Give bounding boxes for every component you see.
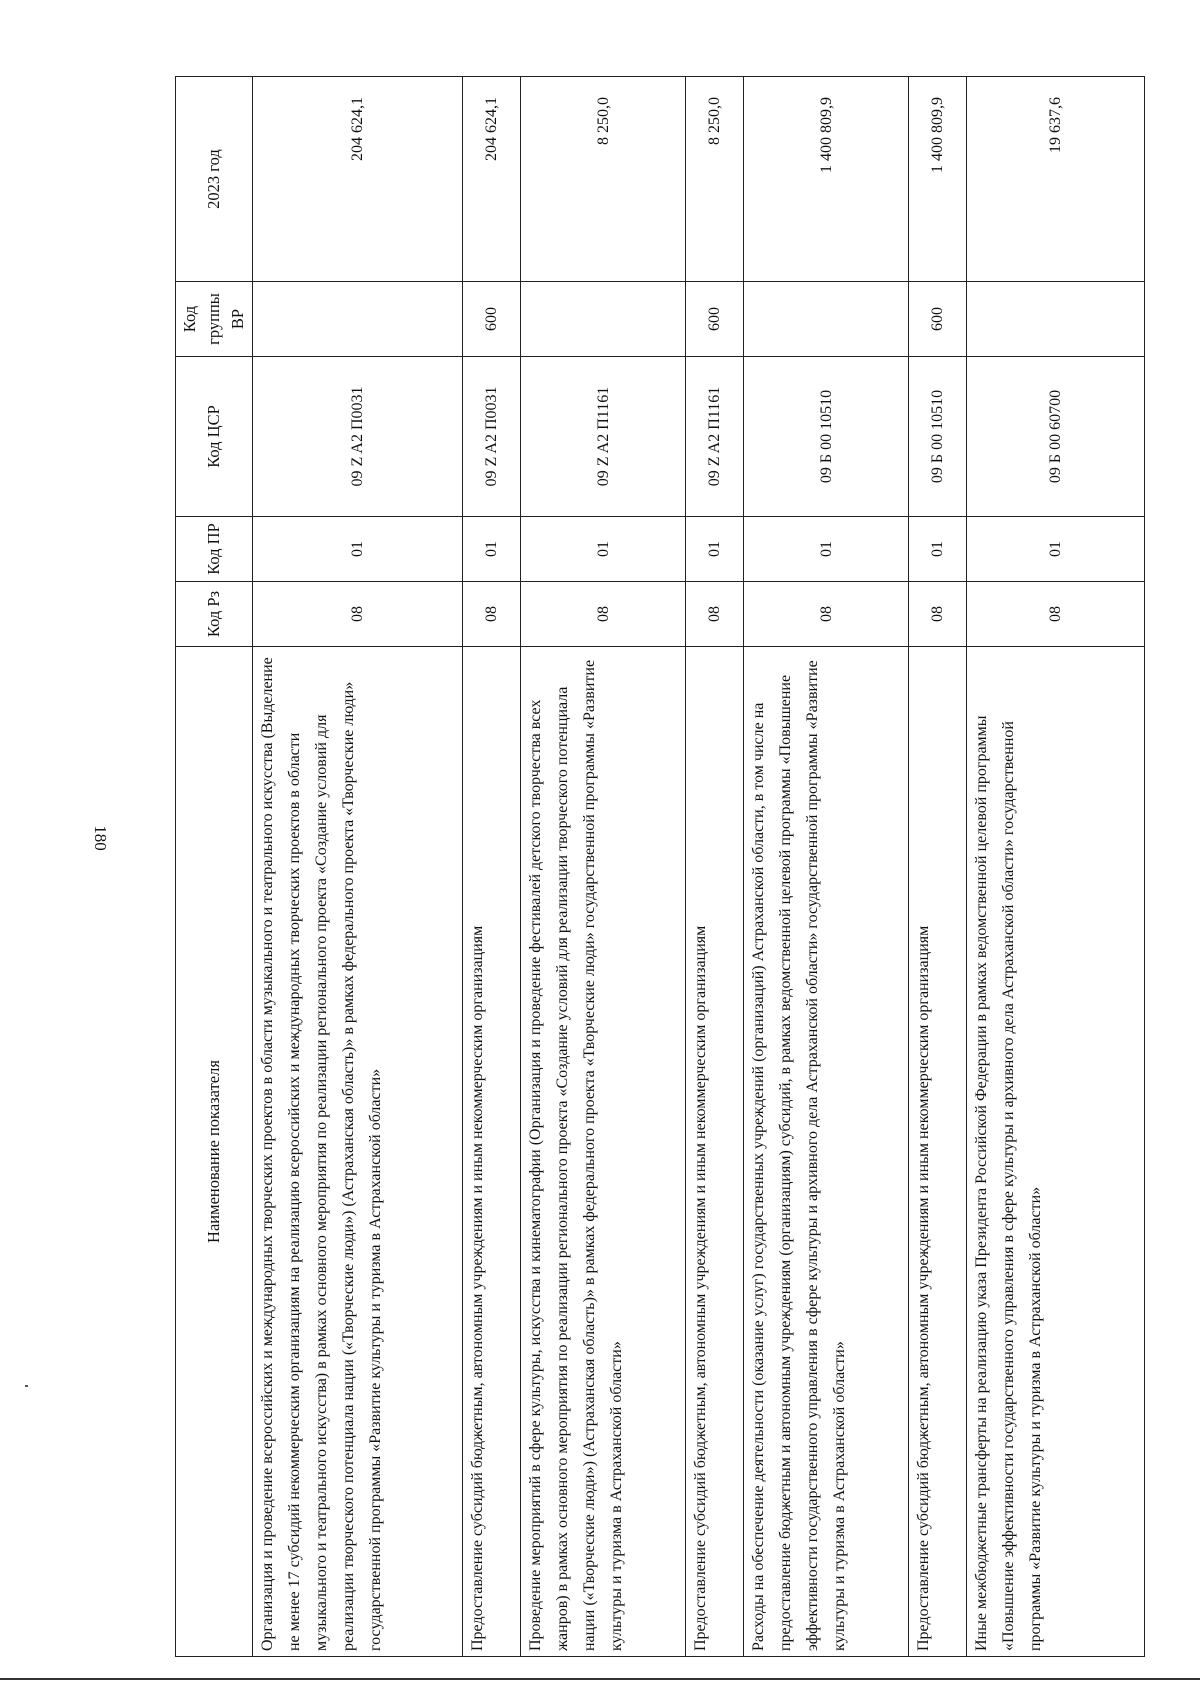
- row-amount: 8 250,0: [686, 77, 744, 282]
- row-name: Предоставление субсидий бюджетным, автономным учреждениям и иным некоммерческим организациям: [686, 647, 744, 1657]
- budget-table: [175, 76, 1145, 1657]
- header-csr: Код ЦСР: [176, 357, 253, 517]
- row-pr: 01: [686, 517, 744, 582]
- row-vr: 600: [686, 282, 744, 357]
- scan-speck: [25, 1385, 28, 1387]
- header-vr: Код группы ВР: [176, 282, 253, 357]
- table-row: [253, 77, 463, 1657]
- page-number: 180: [91, 825, 110, 851]
- row-vr: 600: [909, 282, 967, 357]
- row-csr: 09 Z A2 П1161: [521, 357, 686, 517]
- header-pr: Код ПР: [176, 517, 253, 582]
- row-rz: 08: [521, 582, 686, 647]
- row-pr: 01: [909, 517, 967, 582]
- row-pr: 01: [967, 517, 1145, 582]
- row-amount: 19 637,6: [967, 77, 1145, 282]
- row-csr: 09 Б 00 10510: [744, 357, 909, 517]
- row-pr: 01: [253, 517, 463, 582]
- row-pr: 01: [463, 517, 521, 582]
- header-row: [176, 77, 253, 1657]
- table-row: [463, 77, 521, 1657]
- row-name: Предоставление субсидий бюджетным, автономным учреждениям и иным некоммерческим организациям: [909, 647, 967, 1657]
- header-year: 2023 год: [176, 77, 253, 282]
- row-rz: 08: [909, 582, 967, 647]
- header-name: Наименование показателя: [176, 647, 253, 1657]
- row-amount: 204 624,1: [463, 77, 521, 282]
- row-name: Иные межбюджетные трансферты на реализацию указа Президента Российской Федерации в рамках ведомственной целевой программы «Повышение эффективности государственного управления в сфере культуры и архивного дела Астраханской области» государственной программы «Развитие культуры и туризма в Астраханской области»: [967, 647, 1145, 1657]
- row-rz: 08: [463, 582, 521, 647]
- table-row: [686, 77, 744, 1657]
- row-name: Проведение мероприятий в сфере культуры, искусства и кинематографии (Организация и проведение фестивалей детского творчества всех жанров) в рамках основного мероприятия по реализации регионального проекта «Создание условий для реализации творческого потенциала нации («Творческие люди») (Астраханская область)» в рамках федерального проекта «Творческие люди» государственной программы «Развитие культуры и туризма в Астраханской области»: [521, 647, 686, 1657]
- row-name: Предоставление субсидий бюджетным, автономным учреждениям и иным некоммерческим организациям: [463, 647, 521, 1657]
- table-row: [909, 77, 967, 1657]
- table-row: [967, 77, 1145, 1657]
- row-vr: [521, 282, 686, 357]
- row-csr: 09 Б 00 10510: [909, 357, 967, 517]
- header-rz: Код Рз: [176, 582, 253, 647]
- row-csr: 09 Б 00 60700: [967, 357, 1145, 517]
- row-rz: 08: [744, 582, 909, 647]
- row-pr: 01: [744, 517, 909, 582]
- row-vr: [744, 282, 909, 357]
- row-rz: 08: [253, 582, 463, 647]
- row-amount: 1 400 809,9: [909, 77, 967, 282]
- row-vr: [967, 282, 1145, 357]
- row-csr: 09 Z A2 П0031: [253, 357, 463, 517]
- row-pr: 01: [521, 517, 686, 582]
- row-amount: 1 400 809,9: [744, 77, 909, 282]
- row-csr: 09 Z A2 П0031: [463, 357, 521, 517]
- table-row: [521, 77, 686, 1657]
- row-vr: 600: [463, 282, 521, 357]
- row-vr: [253, 282, 463, 357]
- row-name: Расходы на обеспечение деятельности (оказание услуг) государственных учреждений (организаций) Астраханской области, в том числе на предоставление бюджетным и автономным учреждениям (организациям) субсидий, в рамках ведомственной целевой программы «Повышение эффективности государственного управления в сфере культуры и архивного дела Астраханской области» государственной программы «Развитие культуры и туризма в Астраханской области»: [744, 647, 909, 1657]
- row-name: Организация и проведение всероссийских и международных творческих проектов в области музыкального и театрального искусства (Выделение не менее 17 субсидий некоммерческим организациям на реализацию всероссийских и международных творческих проектов в области музыкального и театрального искусства) в рамках основного мероприятия по реализации регионального проекта «Создание условий для реализации творческого потенциала нации («Творческие люди») (Астраханская область)» в рамках федерального проекта «Творческие люди» государственной программы «Развитие культуры и туризма в Астраханской области»: [253, 647, 463, 1657]
- row-amount: 8 250,0: [521, 77, 686, 282]
- table-row: [744, 77, 909, 1657]
- row-csr: 09 Z A2 П1161: [686, 357, 744, 517]
- row-rz: 08: [967, 582, 1145, 647]
- row-amount: 204 624,1: [253, 77, 463, 282]
- table-rotation-wrapper: [175, 77, 1145, 1657]
- scan-bottom-edge: [0, 1678, 1200, 1680]
- row-rz: 08: [686, 582, 744, 647]
